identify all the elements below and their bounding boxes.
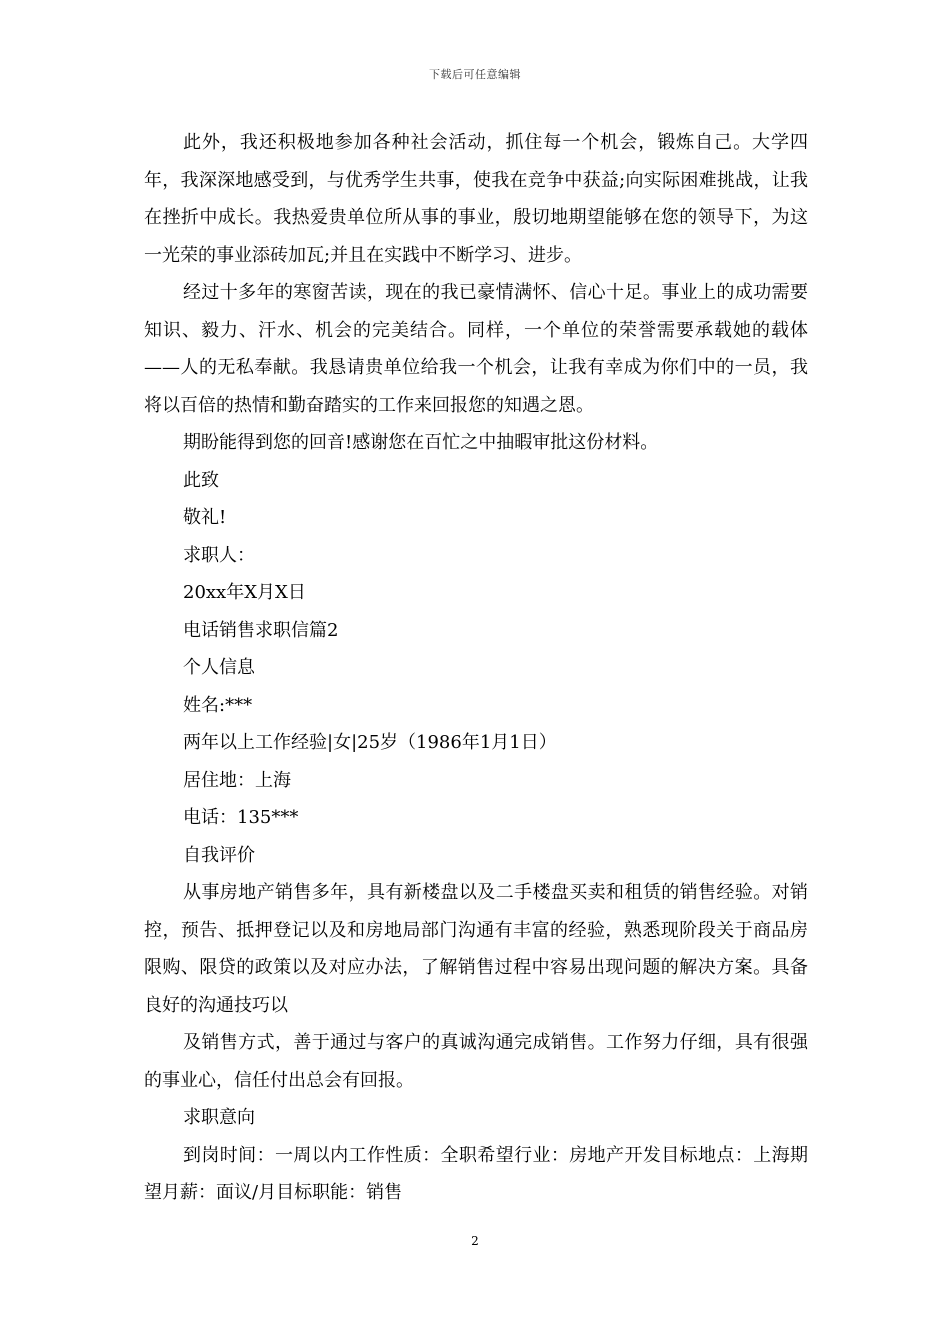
salutation-line: 此致	[183, 469, 219, 491]
heading-job-intention: 求职意向	[183, 1107, 255, 1128]
heading-self-evaluation: 自我评价	[183, 844, 255, 866]
paragraph-closing-thanks: 期盼能得到您的回音!感谢您在百忙之中抽暇审批这份材料。	[183, 432, 659, 453]
section-title: 电话销售求职信篇2	[183, 619, 339, 641]
heading-personal-info: 个人信息	[183, 657, 255, 678]
applicant-label: 求职人：	[183, 544, 255, 566]
document-body	[144, 124, 808, 1212]
paragraph-activities: 此外，我还积极地参加各种社会活动，抓住每一个机会，锻炼自己。大学四年，我深深地感受到，与优秀学生共事，使我在竞争中获益;向实际困难挑战，让我在挫折中成长。我热爱贵单位所从事的事业，殷切地期望能够在您的领导下，为这一光荣的事业添砖加瓦;并且在实践中不断学习、进步。	[144, 132, 808, 266]
salutation-regards: 敬礼!	[183, 507, 227, 528]
info-name: 姓名:***	[183, 694, 253, 716]
paragraph-job-intention: 到岗时间：一周以内工作性质：全职希望行业：房地产开发目标地点：上海期望月薪：面议/月目标职能：销售	[144, 1144, 808, 1203]
page-header: 下载后可任意编辑	[429, 68, 521, 81]
paragraph-self-evaluation-cont: 及销售方式，善于通过与客户的真诚沟通完成销售。工作努力仔细，具有很强的事业心，信任付出总会有回报。	[144, 1032, 808, 1091]
info-phone: 电话：135***	[183, 807, 299, 828]
letter-date: 20xx年X月X日	[183, 582, 306, 603]
paragraph-ambition: 经过十多年的寒窗苦读，现在的我已豪情满怀、信心十足。事业上的成功需要知识、毅力、汗水、机会的完美结合。同样，一个单位的荣誉需要承载她的载体——人的无私奉献。我恳请贵单位给我一个机会，让我有幸成为你们中的一员，我将以百倍的热情和勤奋踏实的工作来回报您的知遇之恩。	[144, 282, 808, 416]
paragraph-self-evaluation: 从事房地产销售多年，具有新楼盘以及二手楼盘买卖和租赁的销售经验。对销控，预告、抵押登记以及和房地局部门沟通有丰富的经验，熟悉现阶段关于商品房限购、限贷的政策以及对应办法，了解销售过程中容易出现问题的解决方案。具备良好的沟通技巧以	[144, 882, 808, 1016]
info-experience: 两年以上工作经验|女|25岁（1986年1月1日）	[183, 732, 557, 753]
page-number: 2	[471, 1234, 479, 1248]
info-residence: 居住地：上海	[183, 769, 291, 791]
